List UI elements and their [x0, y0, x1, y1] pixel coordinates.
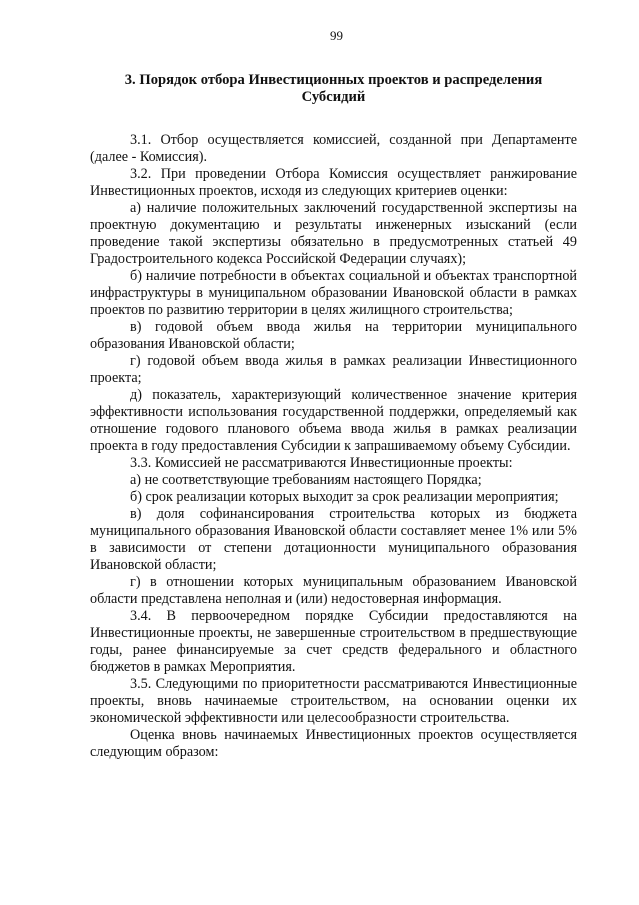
paragraph-3-5: 3.5. Следующими по приоритетности рассматриваются Инвестиционные проекты, вновь начинаемые строительством, на основании оценки их экономической эффективности или целесообразности строительства. [90, 676, 577, 726]
paragraph-3-4: 3.4. В первоочередном порядке Субсидии предоставляются на Инвестиционные проекты, не завершенные строительством в предшествующие годы, ранее финансируемые за счет средств федерального и областного бюджетов в рамках Мероприятия. [90, 608, 577, 675]
criterion-v: в) годовой объем ввода жилья на территории муниципального образования Ивановской области; [90, 319, 577, 352]
section-heading-line-2: Субсидий [301, 89, 366, 105]
section-body [90, 132, 577, 761]
criterion-b: б) наличие потребности в объектах социальной и объектах транспортной инфраструктуры в муниципальном образовании Ивановской области в рамках проектов по развитию территории в целях жилищного строительства; [90, 268, 577, 318]
paragraph-evaluation: Оценка вновь начинаемых Инвестиционных проектов осуществляется следующим образом: [90, 727, 577, 760]
paragraph-3-3: 3.3. Комиссией не рассматриваются Инвестиционные проекты: [130, 455, 513, 471]
criterion-a: а) наличие положительных заключений государственной экспертизы на проектную документацию и результаты инженерных изысканий (если проведение такой экспертизы обязательно в предусмотренных статьей 49 Градостроительного кодекса Российской Федерации случаях); [90, 200, 577, 267]
paragraph-3-2: 3.2. При проведении Отбора Комиссия осуществляет ранжирование Инвестиционных проектов, исходя из следующих критериев оценки: [90, 166, 577, 199]
exclusion-g: г) в отношении которых муниципальным образованием Ивановской области представлена неполная и (или) недостоверная информация. [90, 574, 577, 607]
exclusion-a: а) не соответствующие требованиям настоящего Порядка; [130, 472, 482, 488]
section-heading-line-1: 3. Порядок отбора Инвестиционных проектов и распределения [124, 72, 543, 88]
criterion-d: д) показатель, характеризующий количественное значение критерия эффективности использования государственной поддержки, определяемый как отношение годового планового объема ввода жилья в рамках реализации проекта в году предоставления Субсидии к запрашиваемому объему Субсидии. [90, 387, 577, 454]
criterion-g: г) годовой объем ввода жилья в рамках реализации Инвестиционного проекта; [90, 353, 577, 386]
page-number: 99 [330, 28, 343, 43]
paragraph-3-1: 3.1. Отбор осуществляется комиссией, созданной при Департаменте (далее - Комиссия). [90, 132, 577, 165]
exclusion-b: б) срок реализации которых выходит за срок реализации мероприятия; [130, 489, 559, 505]
section-heading [90, 72, 577, 106]
exclusion-v: в) доля софинансирования строительства которых из бюджета муниципального образования Ивановской области составляет менее 1% или 5% в зависимости от степени дотационности муниципального образования Ивановской области; [90, 506, 577, 573]
